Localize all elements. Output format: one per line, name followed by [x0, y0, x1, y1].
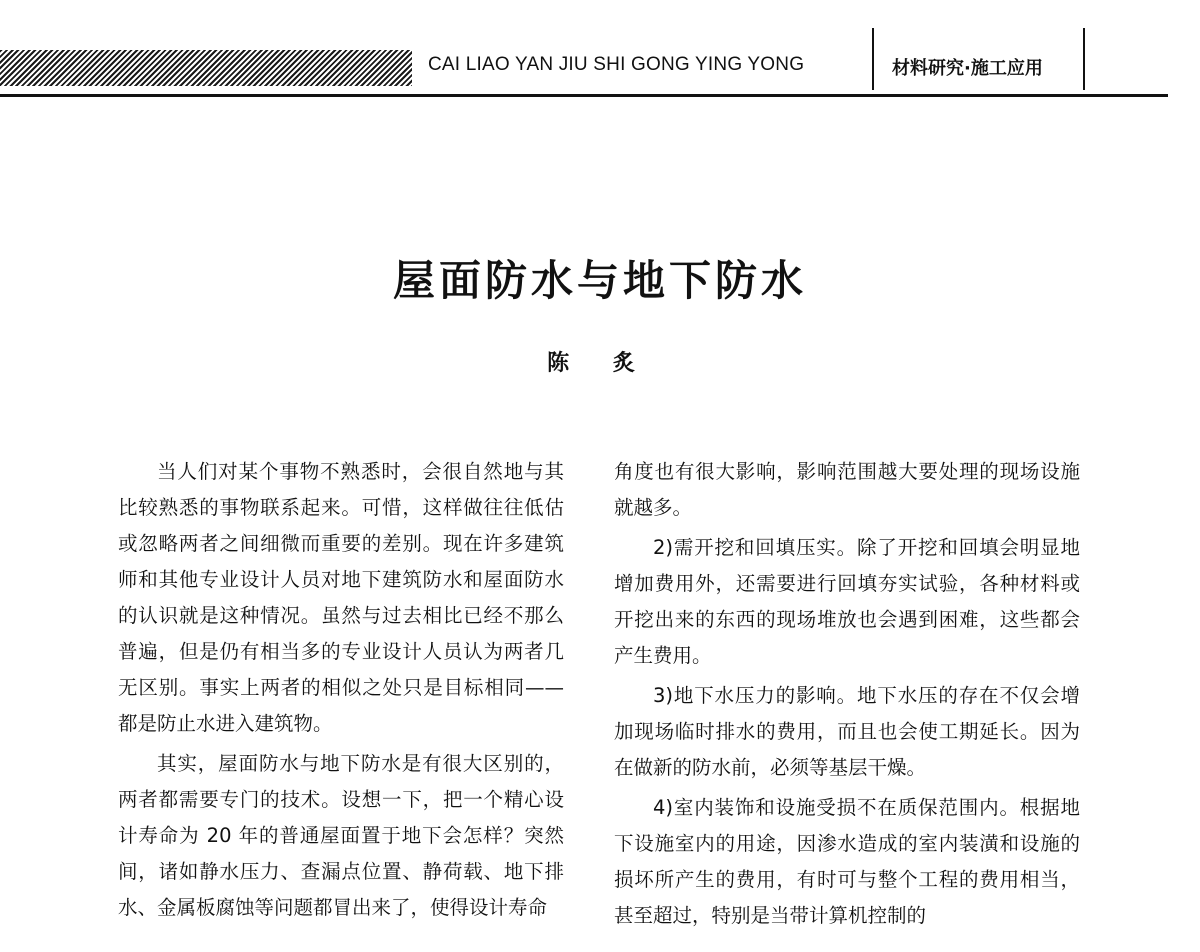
section-chinese-title: 材料研究·施工应用	[892, 58, 1043, 79]
header-rule	[0, 94, 1168, 97]
journal-english-title: CAI LIAO YAN JIU SHI GONG YING YONG	[428, 54, 805, 75]
right-paragraph-1: 角度也有很大影响，影响范围越大要处理的现场设施就越多。	[614, 460, 1080, 519]
header-hatch-decoration	[0, 50, 412, 86]
left-column	[118, 454, 564, 926]
article-title: 屋面防水与地下防水	[392, 256, 807, 305]
right-paragraph-4: 4)室内装饰和设施受损不在质保范围内。根据地下设施室内的用途，因渗水造成的室内装潢和设施的损坏所产生的费用，有时可与整个工程的费用相当，甚至超过，特别是当带计算机控制的	[614, 796, 1080, 927]
header-divider-left	[872, 28, 874, 90]
right-paragraph-3: 3)地下水压力的影响。地下水压的存在不仅会增加现场临时排水的费用，而且也会使工期延长。因为在做新的防水前，必须等基层干燥。	[614, 684, 1080, 779]
header-divider-right	[1083, 28, 1085, 90]
left-paragraph-1: 当人们对某个事物不熟悉时，会很自然地与其比较熟悉的事物联系起来。可惜，这样做往往低估或忽略两者之间细微而重要的差别。现在许多建筑师和其他专业设计人员对地下建筑防水和屋面防水的认识就是这种情况。虽然与过去相比已经不那么普遍，但是仍有相当多的专业设计人员认为两者几无区别。事实上两者的相似之处只是目标相同——都是防止水进入建筑物。	[118, 460, 564, 735]
right-paragraph-2: 2)需开挖和回填压实。除了开挖和回填会明显地增加费用外，还需要进行回填夯实试验，各种材料或开挖出来的东西的现场堆放也会遇到困难，这些都会产生费用。	[614, 536, 1080, 667]
article-author: 陈 炙	[547, 351, 653, 376]
left-paragraph-2: 其实，屋面防水与地下防水是有很大区别的，两者都需要专门的技术。设想一下，把一个精心设计寿命为 20 年的普通屋面置于地下会怎样？突然间，诸如静水压力、查漏点位置、静荷载、地下排水、金属板腐蚀等问题都冒出来了，使得设计寿命	[118, 752, 564, 919]
right-column	[614, 454, 1080, 934]
